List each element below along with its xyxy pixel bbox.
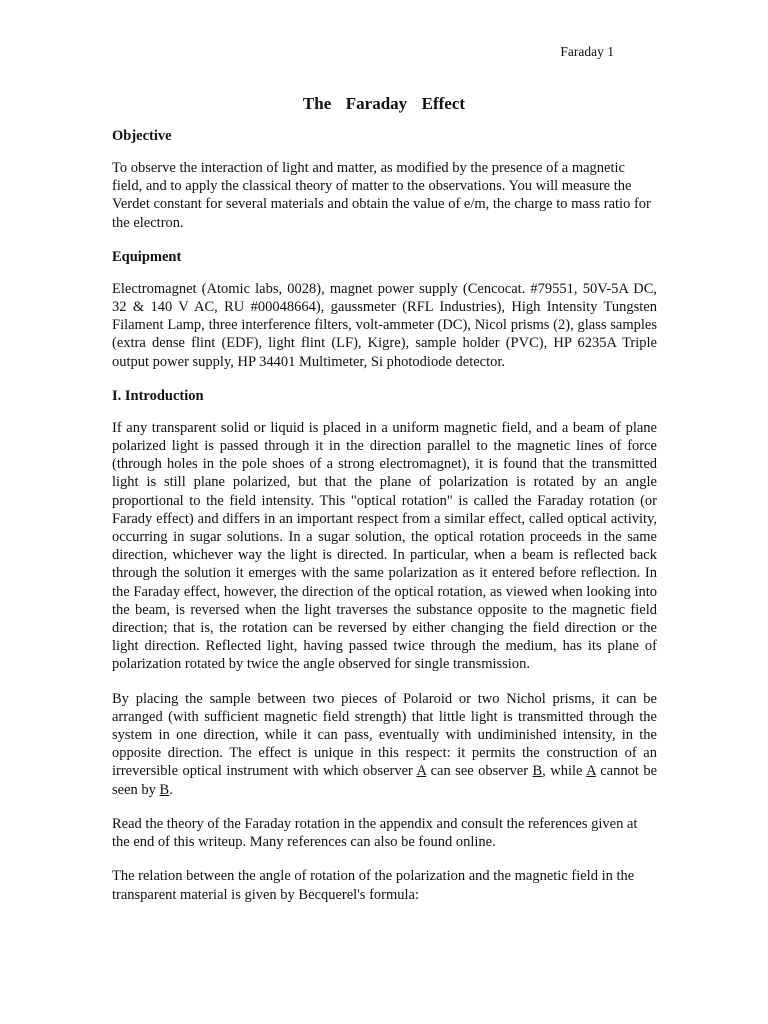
introduction-paragraph-2 <box>112 690 657 799</box>
introduction-heading: I. Introduction <box>112 387 204 404</box>
equipment-heading: Equipment <box>112 248 182 265</box>
page-header: Faraday 1 <box>560 44 614 59</box>
observer-b-label: B <box>159 781 170 798</box>
introduction-paragraph-3: Read the theory of the Faraday rotation in the appendix and consult the references given at the end of this writeup. Many references can also be found online. <box>112 815 638 851</box>
paragraph-text: cannot be seen by <box>112 763 658 798</box>
paragraph-text: , while <box>542 763 587 780</box>
equipment-paragraph: Electromagnet (Atomic labs, 0028), magnet power supply (Cencocat. #79551, 50V-5A DC, 32 & 140 V AC, RU #00048664), gaussmeter (RFL Industries), High Intensity Tungsten Filament Lamp, three interference filters, volt-ammeter (DC), Nicol prisms (2), glass samples (extra dense flint (EDF), light flint (LF), Kigre), sample holder (PVC), HP 6235A Triple output power supply, HP 34401 Multimeter, Si photodiode detector. <box>112 280 657 370</box>
introduction-paragraph-1: If any transparent solid or liquid is placed in a uniform magnetic field, and a beam of plane polarized light is passed through it in the direction parallel to the magnetic lines of force (through holes in the pole shoes of a strong electromagnet), it is found that the transmitted light is still plane polarized, but that the plane of polarization is rotated by an angle proportional to the field intensity. This "optical rotation" is called the Faraday rotation (or Farady effect) and differs in an important respect from a similar effect, called optical activity, occurring in sugar solutions. In a sugar solution, the optical rotation proceeds in the same direction, whichever way the light is directed. In particular, when a beam is reflected back through the solution it emerges with the same polarization as it entered before reflection. In the Faraday effect, however, the direction of the optical rotation, as viewed when looking into the beam, is reversed when the light traverses the substance opposite to the magnetic field direction; that is, the rotation can be reversed by either changing the field direction or the light direction. Reflected light, having passed twice through the medium, has its plane of polarization rotated by twice the angle observed for single transmission. <box>112 419 657 673</box>
document-title: The Faraday Effect <box>302 94 466 113</box>
observer-b-label: B <box>532 763 543 780</box>
paragraph-text: can see observer <box>426 763 533 780</box>
paragraph-text: By placing the sample between two pieces of Polaroid or two Nichol prisms, it can be arranged (with sufficient magnetic field strength) that little light is transmitted through the system in one direction, while it can pass, eventually with undiminished intensity, in the opposite direction. The effect is unique in this respect: it permits the construction of an irreversible optical instrument with which observer <box>112 690 657 780</box>
objective-paragraph: To observe the interaction of light and matter, as modified by the presence of a magnetic field, and to apply the classical theory of matter to the observations. You will measure the Verdet constant for several materials and obtain the value of e/m, the charge to mass ratio for the electron. <box>112 160 651 231</box>
observer-a-label: A <box>416 763 427 780</box>
paragraph-text: . <box>169 781 173 798</box>
document-body <box>112 127 657 904</box>
objective-heading: Objective <box>112 128 172 144</box>
observer-a-label: A <box>586 763 596 780</box>
introduction-paragraph-4: The relation between the angle of rotation of the polarization and the magnetic field in the transparent material is given by Becquerel's formula: <box>112 868 635 903</box>
